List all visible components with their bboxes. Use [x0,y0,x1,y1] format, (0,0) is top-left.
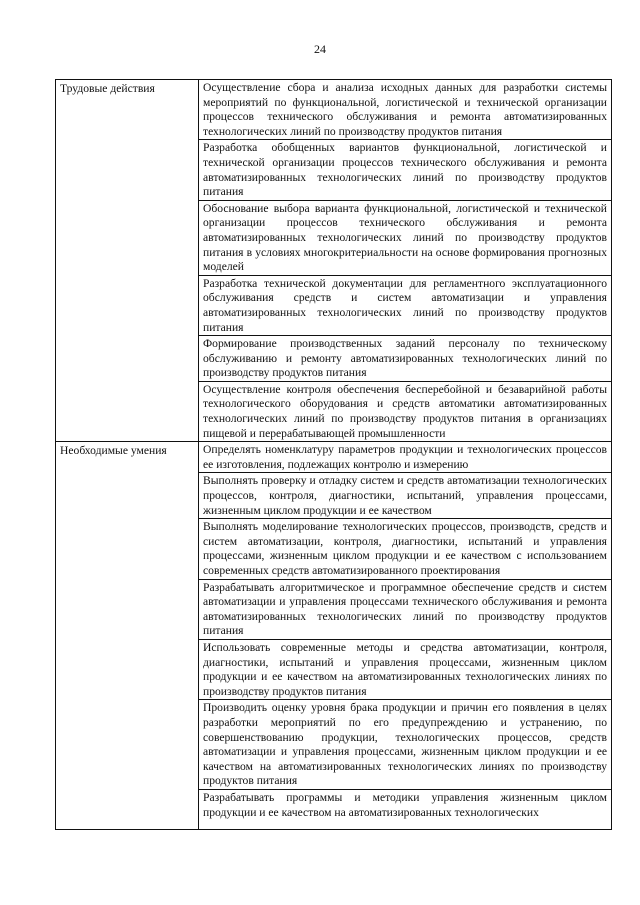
table-cell: Разработка обобщенных вариантов функциональной, логистической и технической организации процессов технического обслуживания и ремонта автоматизированных технологических линий по производству продуктов питания [199,140,612,200]
table-row [56,442,612,473]
table-cell: Производить оценку уровня брака продукции и причин его появления в целях разработки мероприятий по его предупреждению и устранению, по совершенствованию продукции, технологических процессов, средств автоматизации и управления процессами, жизненным циклом продукции и ее качеством на автоматизированных технологических линиях по производству продуктов питания [199,700,612,790]
table-cell: Разработка технической документации для регламентного эксплуатационного обслуживания средств и систем автоматизации и управления автоматизированных технологических линий по производству продуктов питания [199,275,612,335]
table-cell: Использовать современные методы и средства автоматизации, контроля, диагностики, испытаний и управления процессами, жизненным циклом продукции и ее качеством на автоматизированных технологических линиях по производству продуктов питания [199,639,612,699]
section-label-required-skills: Необходимые умения [56,442,199,830]
competency-table [55,79,612,830]
page-number: 24 [314,42,326,56]
table-cell: Разрабатывать алгоритмическое и программное обеспечение средств и систем автоматизации и управления процессами технического обслуживания и ремонта автоматизированных технологических линий по производству продуктов питания [199,579,612,639]
section-label-labor-actions: Трудовые действия [56,80,199,442]
table-cell: Формирование производственных заданий персоналу по техническому обслуживанию и ремонту автоматизированных технологических линий по производству продуктов питания [199,336,612,382]
table-cell: Обоснование выбора варианта функциональной, логистической и технической организации процессов технического обслуживания и ремонта автоматизированных технологических линий по производству продуктов питания в условиях многокритериальности на основе формирования прогнозных моделей [199,200,612,275]
table-cell: Осуществление сбора и анализа исходных данных для разработки системы мероприятий по функциональной, логистической и технической организации процессов технического обслуживания и ремонта автоматизированных технологических линий по производству продуктов питания [199,80,612,140]
table-row [56,80,612,140]
table-cell: Выполнять проверку и отладку систем и средств автоматизации технологических процессов, контроля, диагностики, испытаний, управления процессами, жизненным циклом продукции и ее качеством [199,473,612,519]
table-cell: Осуществление контроля обеспечения бесперебойной и безаварийной работы технологического оборудования и средств автоматики автоматизированных технологических линий по производству продуктов питания в организациях пищевой и перерабатывающей промышленности [199,381,612,441]
table-cell: Выполнять моделирование технологических процессов, производств, средств и систем автоматизации, контроля, диагностики, испытаний и управления процессами, жизненным циклом продукции и ее качеством с использованием современных средств автоматизированного проектирования [199,519,612,579]
cell-text: Разрабатывать программы и методики управления жизненным циклом продукции и ее качеством на автоматизированных технологических [203,790,607,819]
table-cell-truncated [199,789,612,829]
table-cell: Определять номенклатуру параметров продукции и технологических процессов ее изготовления, подлежащих контролю и измерению [199,442,612,473]
